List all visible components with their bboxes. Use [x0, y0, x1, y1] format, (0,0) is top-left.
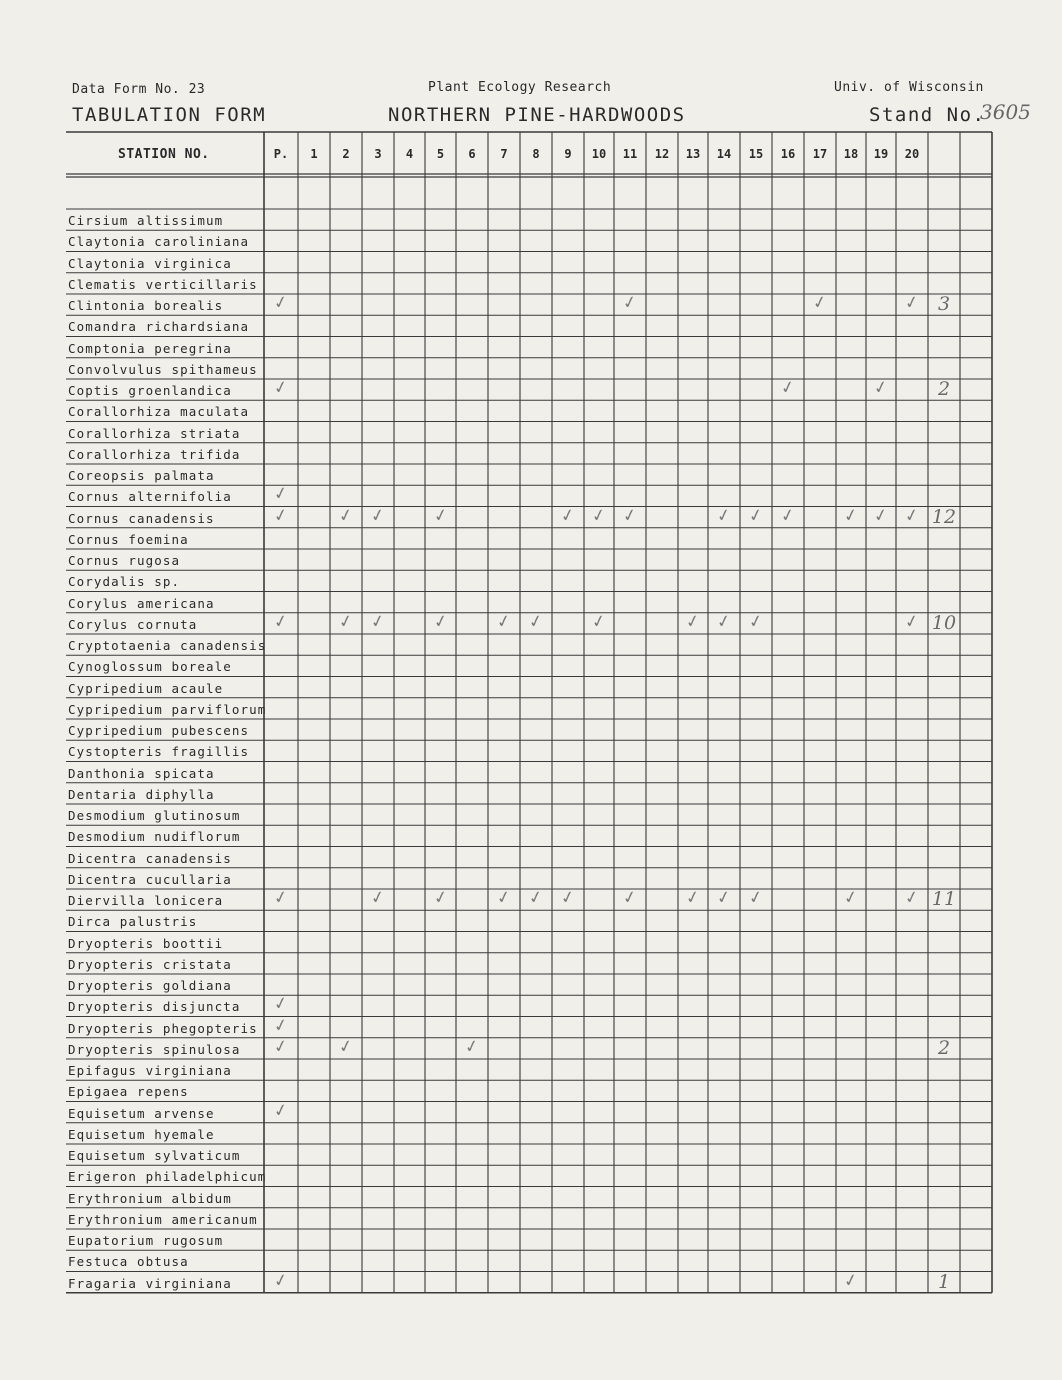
species-name: Comandra richardsiana	[68, 319, 250, 335]
presence-check-mark: ✓	[871, 376, 890, 400]
form-number: Data Form No. 23	[72, 82, 206, 97]
presence-check-mark: ✓	[589, 504, 608, 527]
species-name: Epigaea repens	[68, 1084, 189, 1100]
presence-check-mark: ✓	[368, 886, 387, 910]
station-header-cell: 12	[654, 147, 670, 161]
presence-check-mark: ✓	[810, 291, 829, 315]
station-header-cell: 18	[843, 147, 859, 161]
station-header-cell: 13	[685, 147, 701, 161]
species-name: Eupatorium rugosum	[68, 1233, 224, 1248]
station-header-cell: 10	[591, 147, 607, 161]
row-total: 10	[931, 611, 957, 634]
presence-check-mark: ✓	[526, 610, 545, 634]
presence-check-mark: ✓	[271, 1269, 290, 1292]
species-name: Equisetum arvense	[68, 1105, 215, 1121]
presence-check-mark: ✓	[683, 610, 702, 634]
station-header-cell: 20	[904, 147, 920, 161]
presence-check-mark: ✓	[620, 291, 639, 315]
row-total: 2	[937, 1036, 951, 1059]
presence-check-mark: ✓	[336, 610, 355, 634]
presence-check-mark: ✓	[778, 376, 797, 400]
species-name: Clematis verticillaris	[68, 276, 258, 292]
presence-check-mark: ✓	[368, 504, 387, 527]
presence-check-mark: ✓	[368, 610, 387, 634]
presence-check-mark: ✓	[526, 886, 545, 910]
species-name: Cryptotaenia canadensis	[68, 638, 267, 653]
species-name: Erythronium americanum	[68, 1211, 258, 1227]
station-header-cell: P.	[273, 147, 289, 161]
species-name: Danthonia spicata	[68, 765, 215, 781]
presence-check-mark: ✓	[841, 504, 860, 527]
presence-check-mark: ✓	[336, 504, 355, 527]
species-name: Cornus alternifolia	[68, 489, 232, 505]
species-name: Corallorhiza striata	[68, 425, 241, 441]
species-name: Dentaria diphylla	[68, 786, 215, 802]
species-name: Dryopteris spinulosa	[68, 1041, 241, 1057]
species-name: Cypripedium parviflorum	[68, 701, 267, 717]
presence-check-mark: ✓	[431, 504, 450, 527]
species-name: Dryopteris goldiana	[68, 978, 232, 993]
presence-check-mark: ✓	[714, 504, 733, 527]
species-name: Equisetum hyemale	[68, 1126, 215, 1142]
station-header-cell: 9	[564, 147, 572, 161]
species-name: Erigeron philadelphicum	[68, 1169, 267, 1185]
species-name: Cornus foemina	[68, 531, 189, 547]
presence-check-mark: ✓	[271, 504, 290, 527]
species-name: Erythronium albidum	[68, 1190, 232, 1206]
station-header-cell: 11	[622, 147, 638, 161]
species-name: Convolvulus spithameus	[68, 361, 258, 377]
species-name: Dryopteris disjuncta	[68, 999, 241, 1015]
station-header-cell: 17	[812, 147, 828, 161]
station-header-cell: 3	[374, 147, 382, 161]
species-name: Dryopteris phegopteris	[68, 1020, 258, 1036]
presence-check-mark: ✓	[902, 886, 921, 910]
species-name: Cypripedium acaule	[68, 680, 224, 696]
species-name: Epifagus virginiana	[68, 1063, 232, 1078]
presence-check-mark: ✓	[494, 886, 513, 910]
presence-check-mark: ✓	[494, 610, 513, 634]
station-header-cell: 8	[532, 147, 540, 161]
species-name: Cypripedium pubescens	[68, 723, 250, 738]
presence-check-mark: ✓	[271, 1035, 290, 1059]
presence-check-mark: ✓	[271, 610, 290, 634]
presence-check-mark: ✓	[902, 504, 921, 527]
presence-check-mark: ✓	[902, 291, 921, 315]
presence-check-mark: ✓	[620, 886, 639, 910]
species-name: Corylus americana	[68, 595, 215, 611]
species-name: Equisetum sylvaticum	[68, 1148, 241, 1163]
station-header-cell: 4	[405, 147, 414, 161]
row-total: 12	[931, 505, 957, 528]
station-header-cell: 6	[468, 147, 476, 161]
species-name: Dicentra cucullaria	[68, 871, 232, 887]
species-name: Dicentra canadensis	[68, 850, 232, 866]
presence-check-mark: ✓	[271, 291, 290, 315]
presence-check-mark: ✓	[431, 610, 450, 634]
presence-check-mark: ✓	[271, 1099, 290, 1122]
presence-check-mark: ✓	[714, 610, 733, 634]
species-name: Desmodium nudiflorum	[68, 829, 241, 845]
presence-check-mark: ✓	[714, 886, 733, 910]
species-name: Desmodium glutinosum	[68, 808, 241, 823]
presence-check-mark: ✓	[271, 1014, 290, 1037]
presence-check-mark: ✓	[589, 610, 608, 634]
station-header-cell: 15	[748, 147, 764, 161]
species-name: Cirsium altissimum	[68, 213, 224, 228]
species-name: Coreopsis palmata	[68, 468, 215, 483]
presence-check-mark: ✓	[336, 1035, 355, 1059]
species-name: Cornus canadensis	[68, 510, 215, 526]
presence-check-mark: ✓	[746, 886, 765, 910]
forest-type-title: NORTHERN PINE-HARDWOODS	[388, 104, 686, 126]
form-title: TABULATION FORM	[72, 104, 267, 126]
presence-check-mark: ✓	[778, 504, 797, 527]
row-total: 1	[937, 1270, 951, 1293]
presence-check-mark: ✓	[271, 376, 290, 400]
species-name: Dryopteris boottii	[68, 935, 224, 951]
species-name: Claytonia virginica	[68, 255, 232, 271]
species-name: Corydalis sp.	[68, 574, 181, 590]
station-header-cell: 16	[780, 147, 796, 161]
presence-check-mark: ✓	[558, 886, 577, 910]
species-name: Corallorhiza maculata	[68, 404, 250, 420]
species-name: Clintonia borealis	[68, 298, 224, 313]
presence-check-mark: ✓	[902, 610, 921, 634]
presence-check-mark: ✓	[271, 992, 290, 1016]
presence-check-mark: ✓	[431, 886, 450, 910]
station-header-cell: 14	[716, 147, 732, 161]
species-name: Festuca obtusa	[68, 1254, 189, 1270]
species-name: Diervilla lonicera	[68, 893, 224, 908]
station-header-cell: 7	[500, 147, 508, 161]
stand-number-value: 3605	[980, 100, 1031, 124]
species-name: Corylus cornuta	[68, 616, 198, 632]
station-header-cell: 5	[436, 147, 445, 161]
species-name: Cornus rugosa	[68, 553, 181, 568]
species-name: Corallorhiza trifida	[68, 446, 241, 462]
presence-check-mark: ✓	[271, 886, 290, 910]
species-name: Dirca palustris	[68, 914, 198, 930]
species-name: Claytonia caroliniana	[68, 234, 250, 250]
species-name: Cystopteris fragillis	[68, 744, 250, 760]
species-name: Cynoglossum boreale	[68, 659, 232, 675]
species-name: Dryopteris cristata	[68, 956, 232, 972]
presence-check-mark: ✓	[841, 1269, 860, 1292]
presence-check-mark: ✓	[271, 482, 290, 506]
presence-check-mark: ✓	[683, 886, 702, 910]
species-name: Comptonia peregrina	[68, 340, 232, 356]
station-header-cell: 2	[342, 147, 350, 161]
presence-check-mark: ✓	[462, 1035, 481, 1059]
presence-check-mark: ✓	[746, 504, 765, 527]
row-total: 2	[937, 378, 951, 400]
station-number-header: STATION NO.	[118, 147, 210, 162]
stand-number-label: Stand No.	[869, 104, 986, 126]
row-total: 3	[937, 293, 951, 315]
organization-name: Plant Ecology Research	[428, 80, 612, 95]
presence-check-mark: ✓	[558, 504, 577, 527]
presence-check-mark: ✓	[871, 504, 890, 527]
species-name: Coptis groenlandica	[68, 383, 232, 398]
species-name: Fragaria virginiana	[68, 1275, 232, 1291]
presence-check-mark: ✓	[620, 504, 639, 527]
station-header-cell: 19	[873, 147, 889, 161]
station-header-cell: 1	[310, 147, 318, 161]
presence-check-mark: ✓	[841, 886, 860, 910]
university-name: Univ. of Wisconsin	[834, 80, 984, 95]
row-total: 11	[931, 888, 957, 910]
presence-check-mark: ✓	[746, 610, 765, 634]
